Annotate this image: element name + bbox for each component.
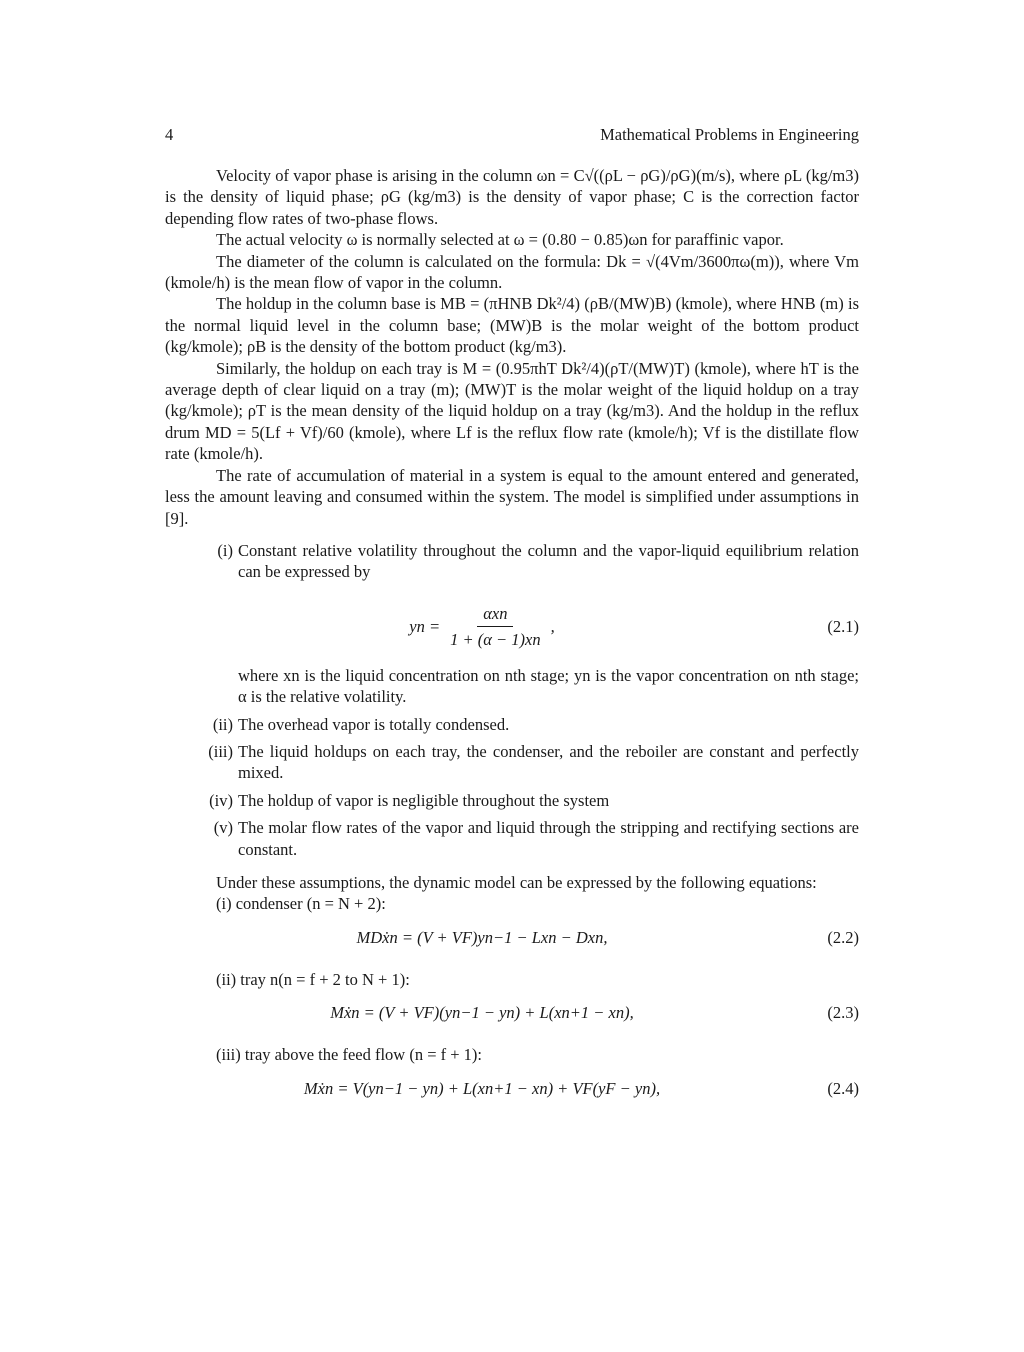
- equation-body: [165, 589, 799, 665]
- assumption-text: The overhead vapor is totally condensed.: [238, 714, 510, 734]
- paragraph-vapor-velocity: Velocity of vapor phase is arising in the column ωn = C√((ρL − ρG)/ρG)(m/s), where ρL (kg/m3) is the density of liquid phase; ρG (kg/m3) is the density of vapor phase; C is the correction factor depending flow rates of two-phase flows.: [165, 166, 859, 228]
- paragraph-accumulation: The rate of accumulation of material in a system is equal to the amount entered and generated, less the amount leaving and consumed within the system. The model is simplified under assumptions in [9].: [165, 465, 859, 528]
- assumption-label: (ii): [212, 714, 233, 734]
- equation-lhs: yn =: [409, 617, 441, 637]
- equation-2-3: [165, 990, 859, 1036]
- paragraph-base-holdup: The holdup in the column base is MB = (πHNB Dk²/4) (ρB/(MW)B) (kmole), where HNB (m) is the normal liquid level in the column base; (MW)B is the molar weight of the bottom product (kg/kmole); ρB is the density of the bottom product (kg/m3).: [165, 294, 859, 357]
- assumption-text: Constant relative volatility throughout the column and the vapor-liquid equilibrium relation can be expressed by: [238, 540, 859, 582]
- model-intro: Under these assumptions, the dynamic model can be expressed by the following equations:: [216, 872, 817, 892]
- equation-2-2: [165, 915, 859, 961]
- page-number: 4: [165, 125, 174, 144]
- fraction-numerator: αxn: [477, 603, 513, 627]
- assumption-label: (iii): [208, 741, 233, 761]
- equation-number: (2.4): [827, 1078, 859, 1098]
- running-header: [165, 124, 859, 145]
- equation-fraction: [444, 603, 547, 651]
- equation-number: (2.3): [827, 1003, 859, 1023]
- journal-title: Mathematical Problems in Engineering: [600, 125, 859, 144]
- step-label: (i) condenser (n = N + 2):: [216, 894, 386, 914]
- assumption-item: [165, 714, 859, 735]
- assumption-text: The holdup of vapor is negligible throughout the system: [238, 790, 610, 810]
- equation-where-clause: where xn is the liquid concentration on nth stage; yn is the vapor concentration on nth stage; α is the relative volatility.: [238, 665, 859, 707]
- assumption-label: (iv): [209, 790, 233, 810]
- equation-tail: ,: [550, 617, 555, 637]
- assumption-label: (v): [213, 818, 233, 838]
- assumption-text: The molar flow rates of the vapor and liquid through the stripping and rectifying sections are constant.: [238, 818, 859, 859]
- step-label: (iii) tray above the feed flow (n = f + 1):: [216, 1045, 483, 1065]
- assumption-label: (i): [217, 540, 233, 560]
- page-body: [165, 165, 859, 1112]
- assumption-text: The liquid holdups on each tray, the condenser, and the reboiler are constant and perfectly mixed.: [238, 741, 859, 783]
- equation-body: Mẋn = (V + VF)(yn−1 − yn) + L(xn+1 − xn),: [330, 1003, 634, 1023]
- assumption-item: [165, 790, 859, 811]
- paragraph-actual-velocity: The actual velocity ω is normally selected at ω = (0.80 − 0.85)ωn for paraffinic vapor.: [216, 230, 784, 250]
- equation-number: (2.1): [827, 617, 859, 637]
- equation-number: (2.2): [827, 928, 859, 948]
- paragraph-tray-holdup: Similarly, the holdup on each tray is M = (0.95πhT Dk²/4)(ρT/(MW)T) (kmole), where hT is the average depth of clear liquid on a tray (m); (MW)T is the molar weight of the liquid holdup on a tray (kg/kmole); ρT is the mean density of the liquid holdup on a tray (kg/m3). And the holdup in the reflux drum MD = 5(Lf + Vf)/60 (kmole), where Lf is the reflux flow rate (kmole/h); Vf is the distillate flow rate (kmole/h).: [165, 358, 859, 464]
- equation-2-1: [165, 589, 859, 665]
- fraction-denominator: 1 + (α − 1)xn: [450, 630, 541, 650]
- assumption-item: [165, 817, 859, 860]
- equation-body: Mẋn = V(yn−1 − yn) + L(xn+1 − xn) + VF(yF − yn),: [303, 1078, 661, 1098]
- assumption-item: [165, 741, 859, 784]
- equation-body: MDẋn = (V + VF)yn−1 − Lxn − Dxn,: [356, 928, 608, 948]
- equation-2-4: [165, 1066, 859, 1112]
- paragraph-column-diameter: The diameter of the column is calculated on the formula: Dk = √(4Vm/3600πω(m)), where Vm (kmole/h) is the mean flow of vapor in the column.: [165, 251, 859, 293]
- assumption-item: [165, 540, 859, 583]
- step-label: (ii) tray n(n = f + 2 to N + 1):: [216, 969, 410, 989]
